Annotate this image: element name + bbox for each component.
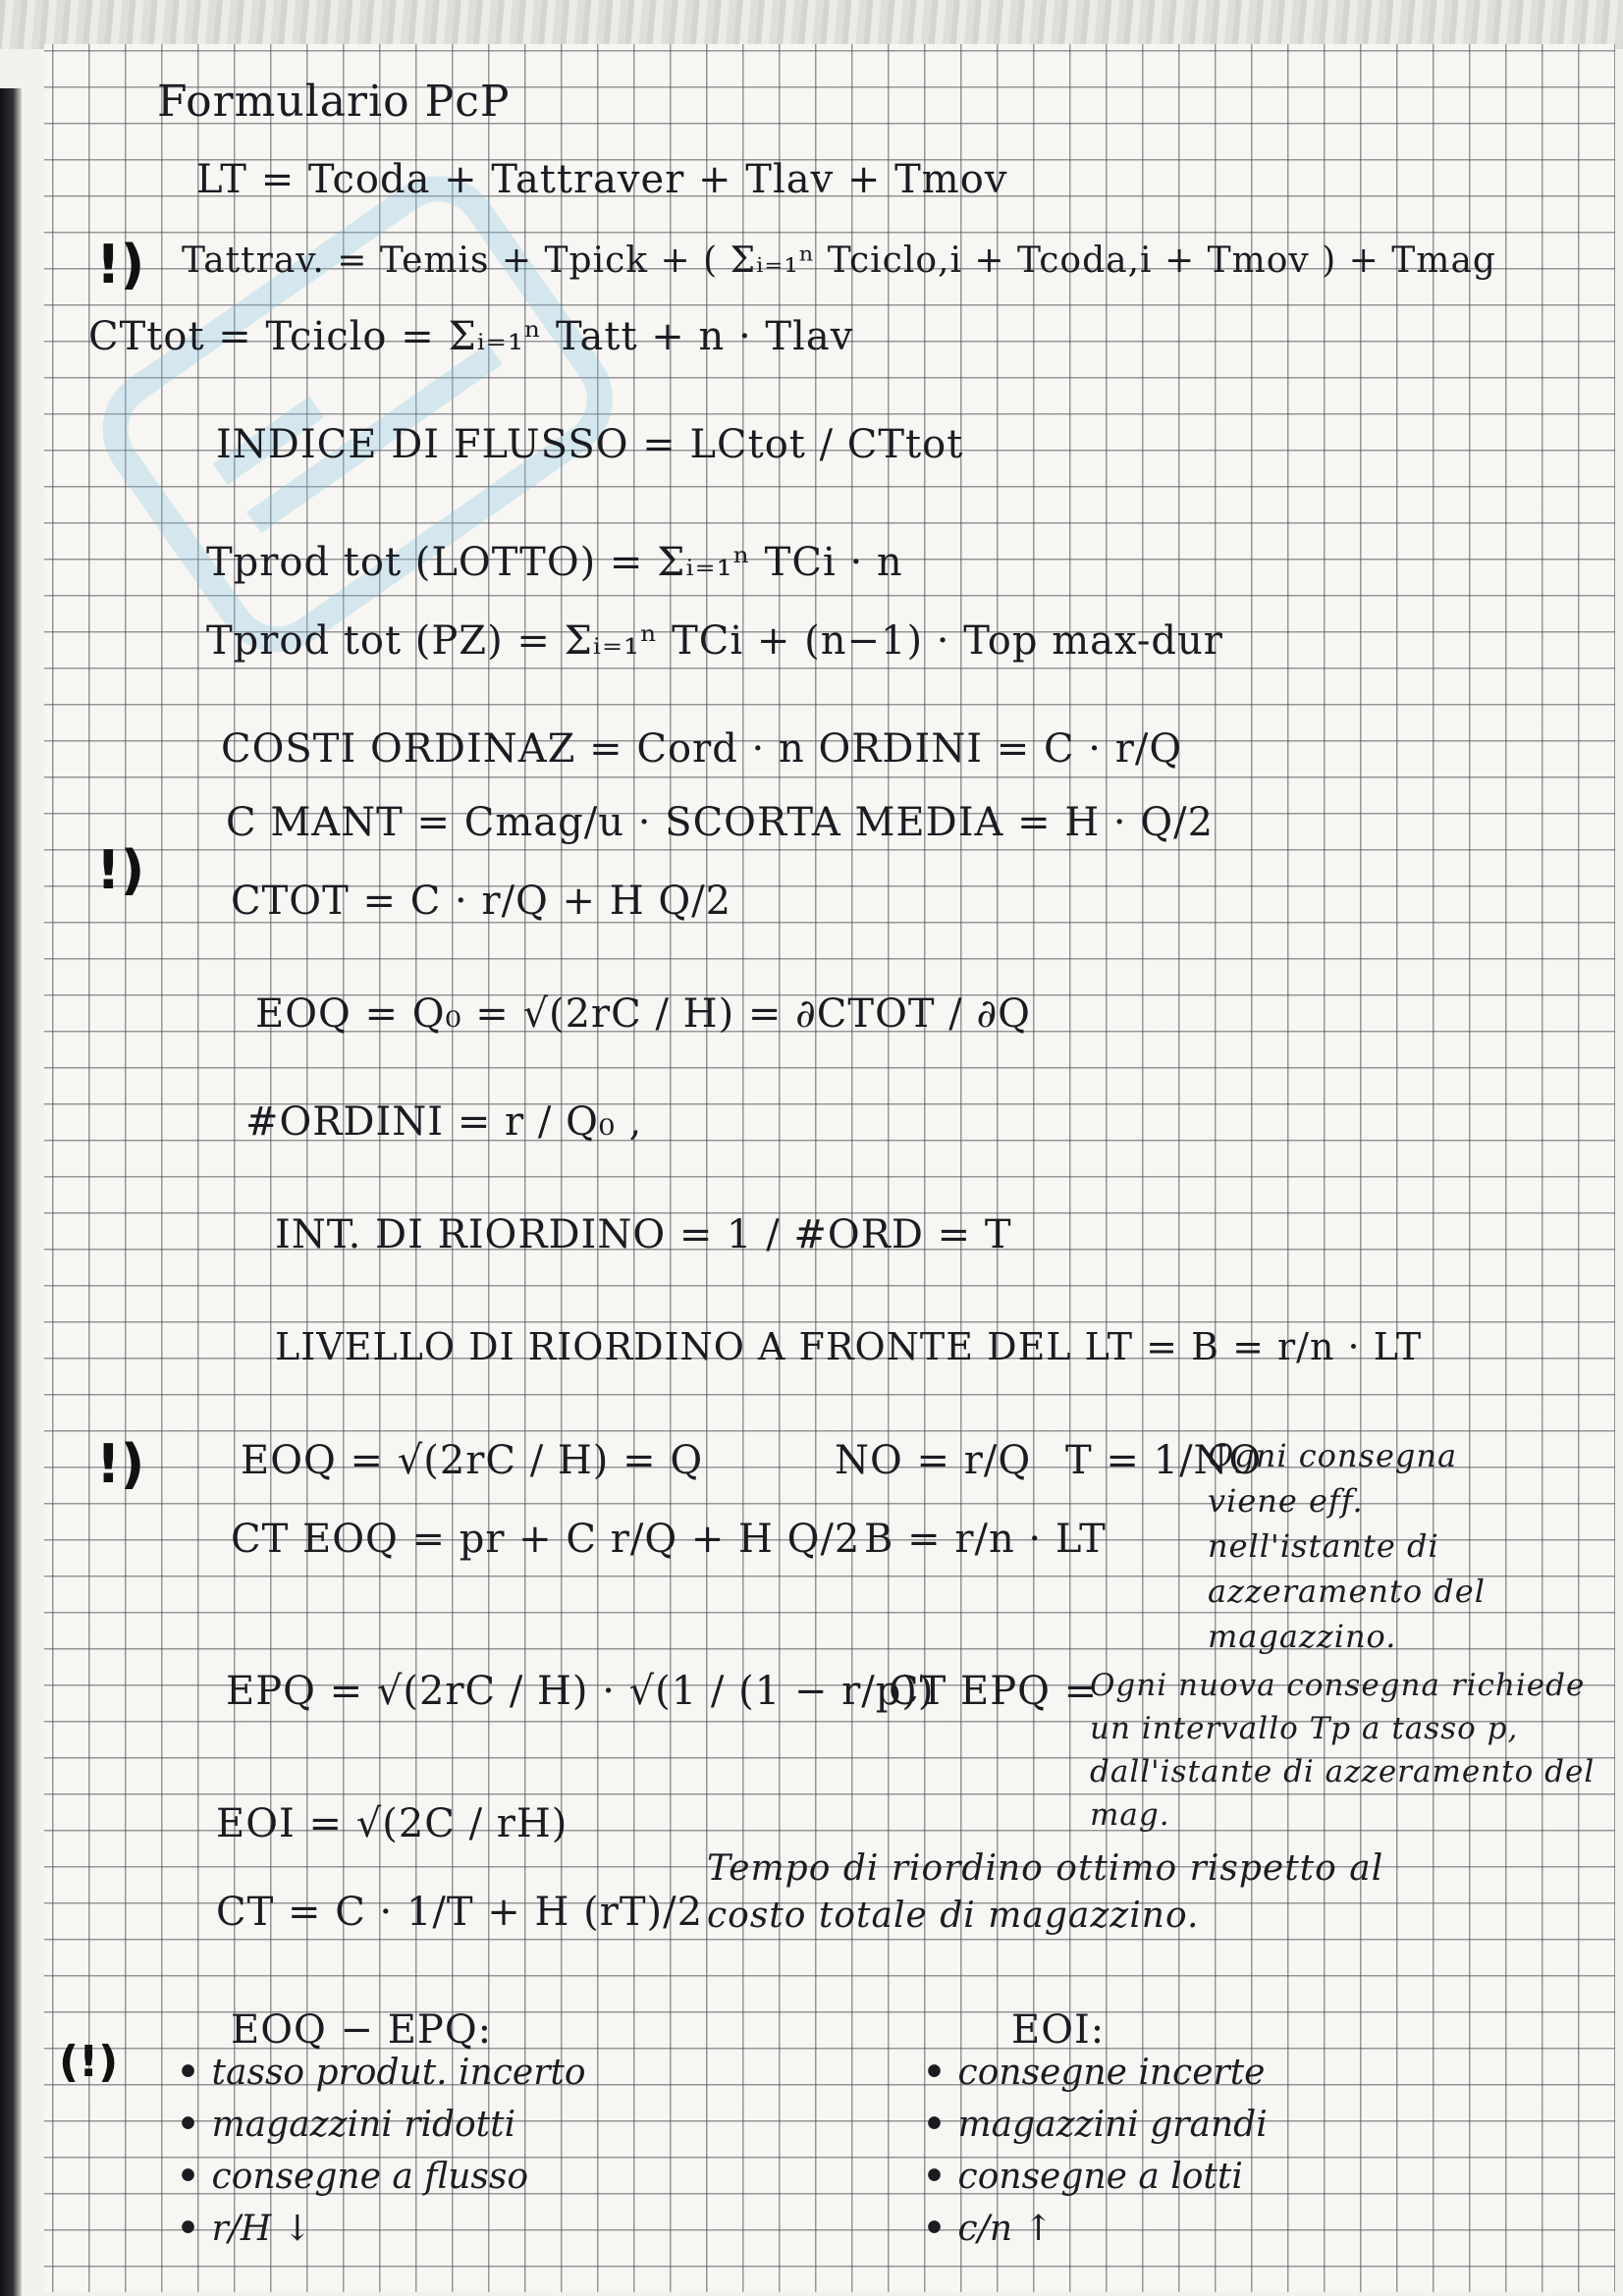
list-item: • consegne a lotti (923, 2151, 1268, 2203)
eoi-list (923, 2047, 1268, 2255)
formula-eoq-2: EOQ = √(2rC / H) = Q (241, 1438, 704, 1483)
formula-costi-ordinazione: COSTI ORDINAZ = Cord · n ORDINI = C · r/Q (221, 726, 1183, 772)
eoi-heading: EOI: (1011, 2007, 1106, 2053)
formula-t: T = 1/NO (1065, 1438, 1263, 1483)
formula-num-ordini: #ORDINI = r / Q₀ , (245, 1099, 643, 1145)
list-item: • c/n ↑ (923, 2203, 1268, 2255)
formula-eoi: EOI = √(2C / rH) (216, 1801, 568, 1846)
formula-intervallo-riordino: INT. DI RIORDINO = 1 / #ORD = T (275, 1212, 1012, 1257)
formula-c-mantenimento: C MANT = Cmag/u · SCORTA MEDIA = H · Q/2 (226, 800, 1215, 845)
note-eoq: Ogni consegna viene eff. nell'istante di azzeramento del magazzino. (1208, 1437, 1486, 1655)
eoq-epq-heading: EOQ − EPQ: (231, 2007, 493, 2053)
formula-ct-eoi: CT = C · 1/T + H (rT)/2 (216, 1890, 704, 1935)
list-item: • consegne incerte (923, 2047, 1268, 2099)
note-eoi: Tempo di riordino ottimo rispetto al costo totale di magazzino. (707, 1848, 1384, 1936)
list-item: • r/H ↓ (177, 2203, 586, 2255)
binder-edge (0, 88, 22, 2296)
formula-t-prod-lotto: Tprod tot (LOTTO) = Σᵢ₌₁ⁿ TCi · n (206, 540, 903, 585)
formula-ct-eoq: CT EOQ = pr + C r/Q + H Q/2 (231, 1517, 861, 1562)
formula-b: B = r/n · LT (864, 1517, 1107, 1562)
formula-ct-epq: CT EPQ = (889, 1669, 1099, 1714)
formula-c-tot: CTOT = C · r/Q + H Q/2 (231, 879, 732, 924)
page-title: Formulario PcP (157, 77, 511, 127)
note-epq: Ogni nuova consegna richiede un intervallo Tp a tasso p, dall'istante di azzeramento del mag. (1090, 1668, 1596, 1833)
torn-top-edge (0, 0, 1623, 49)
section-mark: !) (96, 1433, 145, 1495)
formula-ct-tot: CTtot = Tciclo = Σᵢ₌₁ⁿ Tatt + n · Tlav (88, 314, 854, 359)
formula-no: NO = r/Q (835, 1438, 1032, 1483)
list-item: • magazzini ridotti (177, 2099, 586, 2151)
section-mark: !) (96, 839, 145, 901)
formula-livello-riordino: LIVELLO DI RIORDINO A FRONTE DEL LT = B = r/n · LT (275, 1325, 1423, 1368)
formula-epq: EPQ = √(2rC / H) · √(1 / (1 − r/p)) (226, 1669, 935, 1714)
formula-t-prod-pz: Tprod tot (PZ) = Σᵢ₌₁ⁿ TCi + (n−1) · Top max-dur (206, 618, 1223, 664)
grid-paper-sheet (44, 44, 1615, 2292)
formula-lead-time: LT = Tcoda + Tattraver + Tlav + Tmov (196, 157, 1008, 202)
formula-indice-flusso: INDICE DI FLUSSO = LCtot / CTtot (216, 422, 964, 467)
formula-eoq: EOQ = Q₀ = √(2rC / H) = ∂CTOT / ∂Q (255, 991, 1031, 1037)
section-mark: !) (96, 234, 145, 295)
eoq-epq-list (177, 2047, 586, 2255)
list-item: • tasso produt. incerto (177, 2047, 586, 2099)
list-item: • consegne a flusso (177, 2151, 586, 2203)
list-item: • magazzini grandi (923, 2099, 1268, 2151)
item-mark: (!) (59, 2037, 119, 2087)
formula-t-attraversamento: Tattrav. = Temis + Tpick + ( Σᵢ₌₁ⁿ Tciclo,i + Tcoda,i + Tmov ) + Tmag (182, 240, 1496, 281)
